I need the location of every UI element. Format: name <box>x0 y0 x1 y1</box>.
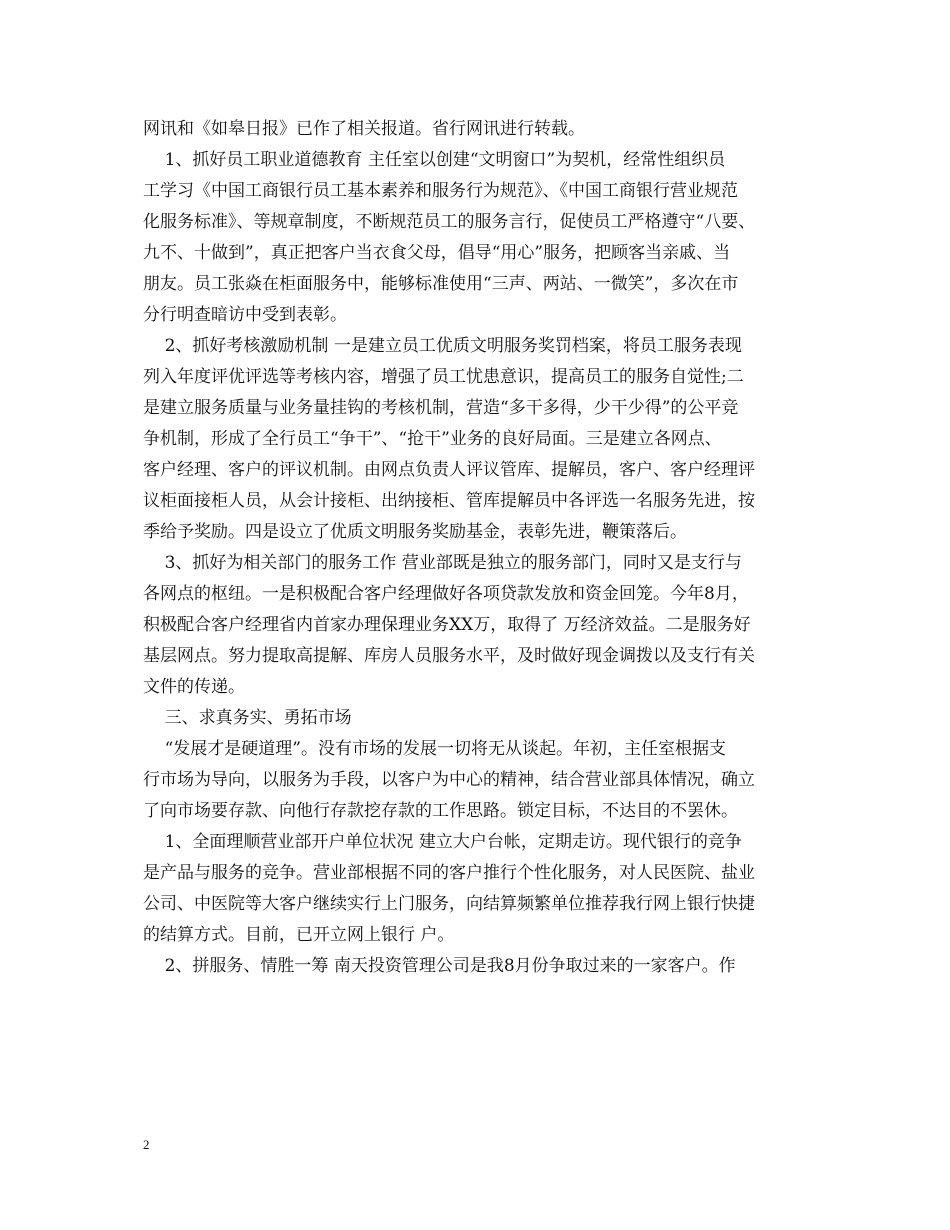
text-line: 1、全面理顺营业部开户单位状况 建立大户台帐，定期走访。现代银行的竞争 <box>143 832 742 852</box>
text-line: 工学习《中国工商银行员工基本素养和服务行为规范》、《中国工商银行营业规范 <box>143 181 738 201</box>
section-heading: 三、求真务实、勇拓市场 <box>143 708 352 728</box>
text-line: 各网点的枢纽。一是积极配合客户经理做好各项贷款发放和资金回笼。今年8月， <box>143 584 749 604</box>
text-line: 议柜面接柜人员，从会计接柜、出纳接柜、管库提解员中各评选一名服务先进，按 <box>143 491 755 511</box>
text-line: “发展才是硬道理”。没有市场的发展一切将无从谈起。年初，主任室根据支 <box>143 739 726 759</box>
text-line: 的结算方式。目前，已开立网上银行 户。 <box>143 925 455 945</box>
text-line: 2、抓好考核激励机制 一是建立员工优质文明服务奖罚档案，将员工服务表现 <box>143 336 742 356</box>
text-line: 争机制，形成了全行员工“争干”、“抢干”业务的良好局面。三是建立各网点、 <box>143 429 722 449</box>
text-line: 化服务标准》、等规章制度，不断规范员工的服务言行，促使员工严格遵守“八要、 <box>143 212 756 232</box>
page-number: 2 <box>143 1137 150 1152</box>
text-line: 客户经理、客户的评议机制。由网点负责人评议管库、提解员，客户、客户经理评 <box>143 460 755 480</box>
document-body <box>143 114 815 982</box>
text-line: 是产品与服务的竞争。营业部根据不同的客户推行个性化服务，对人民医院、盐业 <box>143 863 755 883</box>
text-line: 2、拼服务、情胜一筹 南天投资管理公司是我8月份争取过来的一家客户。作 <box>143 956 736 976</box>
text-line: 基层网点。努力提取高提解、库房人员服务水平，及时做好现金调拨以及支行有关 <box>143 646 755 666</box>
text-line: 网讯和《如皋日报》已作了相关报道。省行网讯进行转载。 <box>143 119 585 139</box>
text-line: 1、抓好员工职业道德教育 主任室以创建“文明窗口”为契机，经常性组织员 <box>143 150 726 170</box>
text-line: 是建立服务质量与业务量挂钩的考核机制，营造“多干多得，少干少得”的公平竞 <box>143 398 739 418</box>
text-line: 公司、中医院等大客户继续实行上门服务，向结算频繁单位推荐我行网上银行快捷 <box>143 894 755 914</box>
text-line: 行市场为导向，以服务为手段，以客户为中心的精神，结合营业部具体情况，确立 <box>143 770 755 790</box>
text-line: 朋友。员工张焱在柜面服务中，能够标准使用“三声、两站、一微笑”，多次在市 <box>143 274 739 294</box>
text-line: 九不、十做到”，真正把客户当衣食父母，倡导“用心”服务，把顾客当亲戚、当 <box>143 243 731 263</box>
text-line: 分行明查暗访中受到表彰。 <box>143 305 347 325</box>
text-line: 季给予奖励。四是设立了优质文明服务奖励基金，表彰先进，鞭策落后。 <box>143 522 687 542</box>
text-line: 3、抓好为相关部门的服务工作 营业部既是独立的服务部门，同时又是支行与 <box>143 553 742 573</box>
text-line: 文件的传递。 <box>143 677 245 697</box>
text-line: 列入年度评优评选等考核内容，增强了员工忧患意识，提高员工的服务自觉性;二 <box>143 367 744 387</box>
text-line: 了向市场要存款、向他行存款挖存款的工作思路。锁定目标，不达目的不罢休。 <box>143 801 738 821</box>
text-line: 积极配合客户经理省内首家办理保理业务XX万，取得了 万经济效益。二是服务好 <box>143 615 751 635</box>
